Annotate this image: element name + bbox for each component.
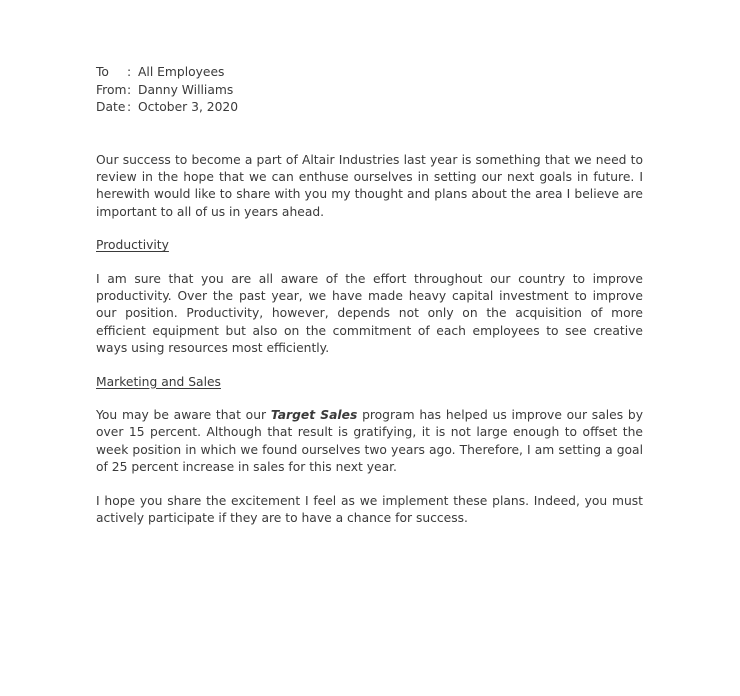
- memo-date-value: October 3, 2020: [138, 100, 239, 114]
- memo-from-value: Danny Williams: [138, 82, 234, 97]
- memo-from-separator: :: [127, 82, 132, 97]
- productivity-paragraph: I am sure that you are all aware of the effort throughout our country to improve productivity. Over the past year, we have made heavy capital investment to improve our position. Productivity, however, depends not only on the acquisition of more efficient equipment but also on the commitment of each employees to see creative ways using resources most efficiently.: [96, 271, 643, 356]
- memo-date-label: Date: [96, 100, 126, 114]
- memo-row-to: [96, 64, 643, 82]
- memo-to-label: To: [96, 65, 109, 79]
- section-heading-marketing-and-sales: Marketing and Sales: [96, 374, 221, 389]
- spacer-after-productivity-heading: [96, 255, 643, 271]
- memo-header: [96, 64, 643, 117]
- memo-from-label: From: [96, 82, 127, 97]
- memo-to-separator: :: [127, 65, 132, 79]
- marketing-text-after-emphasis: program has helped us improve our sales by over 15 percent. Although that result is gratifying, it is not large enough to offset the week position in which we found ourselves two years ago. Therefore, I am setting a goal of 25 percent increase in sales for this next year.: [96, 407, 643, 475]
- memo-date-separator: :: [127, 100, 132, 114]
- spacer-after-marketing-heading: [96, 391, 643, 407]
- target-sales-emphasis: Target Sales: [270, 407, 358, 422]
- marketing-and-sales-paragraph: [96, 407, 643, 477]
- spacer-before-marketing-heading: [96, 358, 643, 374]
- header-body-spacer: [96, 117, 643, 152]
- section-heading-productivity: Productivity: [96, 238, 169, 253]
- memo-row-from: [96, 82, 643, 100]
- spacer-before-closing-paragraph: [96, 477, 643, 493]
- closing-paragraph: I hope you share the excitement I feel as we implement these plans. Indeed, you must actively participate if they are to have a chance for success.: [96, 493, 643, 525]
- spacer-before-productivity-heading: [96, 221, 643, 237]
- memo-row-date: [96, 99, 643, 117]
- memo-to-value: All Employees: [138, 65, 225, 79]
- intro-paragraph: Our success to become a part of Altair Industries last year is something that we need to review in the hope that we can enthuse ourselves in setting our next goals in future. I herewith would like to share with you my thought and plans about the area I believe are important to all of us in years ahead.: [96, 152, 643, 219]
- marketing-text-before-emphasis: You may be aware that our: [96, 407, 271, 422]
